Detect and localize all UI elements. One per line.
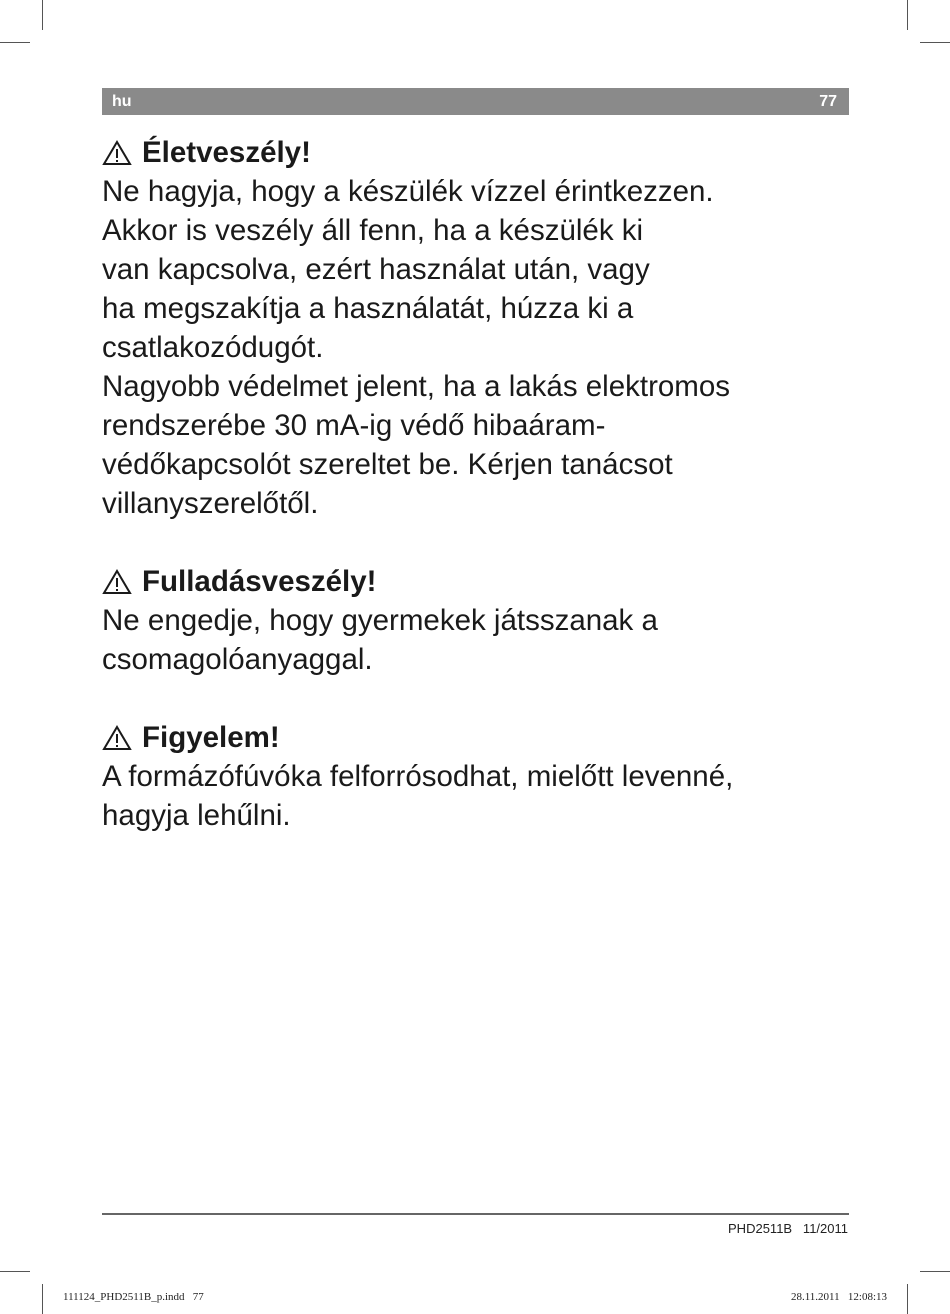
warning-section-suffocation	[102, 562, 862, 679]
crop-mark	[42, 0, 43, 30]
crop-mark	[907, 0, 908, 30]
warning-section-attention	[102, 718, 862, 835]
warning-heading	[102, 562, 862, 601]
print-slug-file: 111124_PHD2511B_p.indd 77	[63, 1291, 204, 1303]
footer-divider	[102, 1213, 849, 1215]
footer-model-date: PHD2511B 11/2011	[728, 1221, 848, 1236]
page-number: 77	[819, 93, 837, 110]
crop-mark	[0, 42, 30, 43]
crop-mark	[907, 1284, 908, 1314]
crop-mark	[920, 42, 950, 43]
warning-heading-text: Fulladásveszély!	[142, 565, 377, 598]
warning-body-text: Ne hagyja, hogy a készülék vízzel érintkezzen. Akkor is veszély áll fenn, ha a készülék ki van kapcsolva, ezért használat után, vagy ha megszakítja a használatát, húzza ki a csatlakozódugót. Nagyobb védelmet jelent, ha a lakás elektromos rendszerébe 30 mA-ig védő hibaáram- védőkapcsolót szereltet be. Kérjen tanácsot villanyszerelőtől.	[102, 175, 731, 520]
warning-triangle-icon	[102, 140, 132, 166]
crop-mark	[920, 1271, 950, 1272]
warning-heading	[102, 718, 862, 757]
warning-body-text: A formázófúvóka felforrósodhat, mielőtt levenné, hagyja lehűlni.	[102, 760, 734, 832]
warning-body-text: Ne engedje, hogy gyermekek játsszanak a csomagolóanyaggal.	[102, 604, 658, 676]
warning-heading	[102, 133, 862, 172]
crop-mark	[42, 1284, 43, 1314]
crop-mark	[0, 1271, 30, 1272]
language-code: hu	[112, 93, 132, 110]
page-header-bar	[102, 88, 849, 115]
warning-triangle-icon	[102, 725, 132, 751]
print-slug-timestamp: 28.11.2011 12:08:13	[790, 1291, 887, 1303]
warning-section-electric	[102, 133, 862, 523]
warning-heading-text: Figyelem!	[142, 721, 280, 754]
warning-triangle-icon	[102, 569, 132, 595]
page-content	[102, 133, 862, 874]
warning-heading-text: Életveszély!	[142, 136, 311, 169]
